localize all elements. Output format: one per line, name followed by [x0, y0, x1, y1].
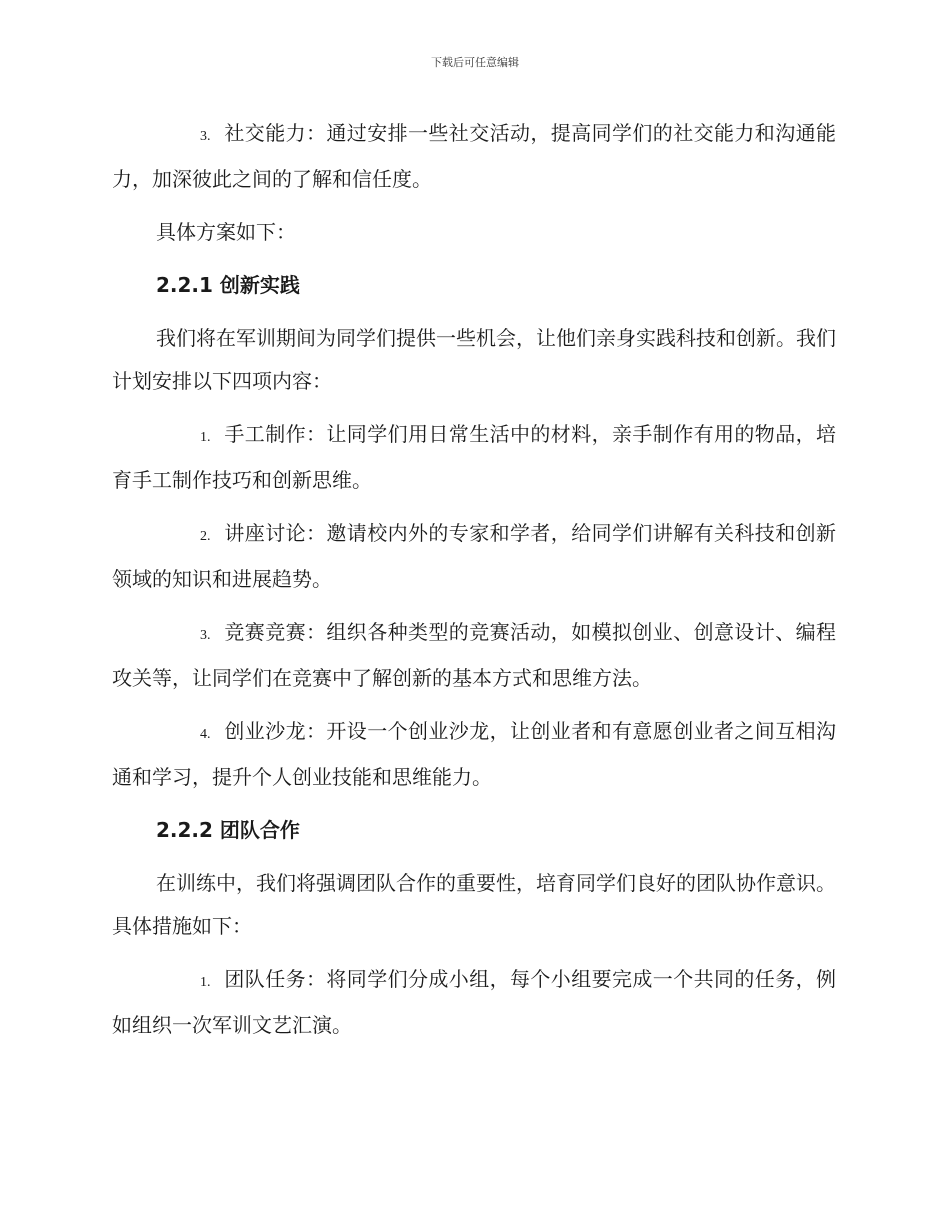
- list-item-number: 1.: [200, 430, 211, 445]
- list-item-number: 3.: [200, 129, 211, 144]
- list-item-text: 团队任务：将同学们分成小组，每个小组要完成一个共同的任务，例如组织一次军训文艺汇演。: [112, 967, 836, 1037]
- list-item-text: 创业沙龙：开设一个创业沙龙，让创业者和有意愿创业者之间互相沟通和学习，提升个人创业技能和思维能力。: [112, 719, 836, 789]
- list-item: [112, 413, 836, 502]
- list-item: [112, 112, 836, 201]
- list-item-text: 讲座讨论：邀请校内外的专家和学者，给同学们讲解有关科技和创新领域的知识和进展趋势。: [112, 521, 836, 591]
- paragraph: 我们将在军训期间为同学们提供一些机会，让他们亲身实践科技和创新。我们计划安排以下四项内容：: [112, 326, 836, 393]
- list-item-text: 竞赛竞赛：组织各种类型的竞赛活动，如模拟创业、创意设计、编程攻关等，让同学们在竞赛中了解创新的基本方式和思维方法。: [112, 620, 836, 690]
- list-item: [112, 710, 836, 799]
- list-item-number: 3.: [200, 628, 211, 643]
- section-heading: 2.2.2 团队合作: [156, 818, 300, 842]
- paragraph: 具体方案如下：: [156, 220, 296, 244]
- document-body: [112, 112, 836, 1057]
- list-item-text: 手工制作：让同学们用日常生活中的材料，亲手制作有用的物品，培育手工制作技巧和创新思维。: [112, 422, 836, 492]
- list-item-number: 1.: [200, 975, 211, 990]
- paragraph: 在训练中，我们将强调团队合作的重要性，培育同学们良好的团队协作意识。具体措施如下：: [112, 871, 836, 938]
- list-item: [112, 611, 836, 700]
- section-heading: 2.2.1 创新实践: [156, 273, 300, 297]
- page-header: 下载后可任意编辑: [431, 56, 519, 69]
- list-item-text: 社交能力：通过安排一些社交活动，提高同学们的社交能力和沟通能力，加深彼此之间的了解和信任度。: [112, 121, 836, 191]
- list-item-number: 2.: [200, 529, 211, 544]
- list-item: [112, 958, 836, 1047]
- list-item: [112, 512, 836, 601]
- list-item-number: 4.: [200, 727, 211, 742]
